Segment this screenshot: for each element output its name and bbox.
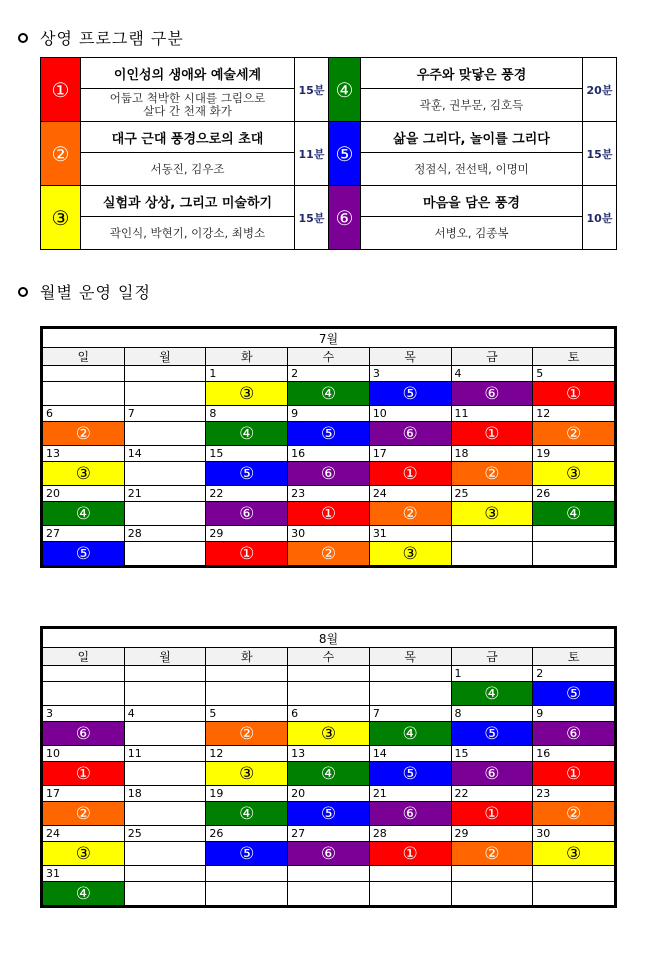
day-number: 31: [43, 866, 125, 882]
program-duration: 15분: [295, 186, 329, 250]
day-number: 28: [124, 526, 206, 542]
day-number: 26: [533, 486, 615, 502]
day-number: 13: [43, 446, 125, 462]
schedule-slot: [124, 422, 206, 446]
program-title: 대구 근대 풍경으로의 초대: [81, 122, 295, 153]
schedule-slot: ①: [288, 502, 370, 526]
day-number: [124, 866, 206, 882]
schedule-slot: [124, 882, 206, 906]
circle-bullet-icon: [18, 287, 28, 297]
day-number: [206, 666, 288, 682]
day-number: 2: [533, 666, 615, 682]
calendar-july: [40, 326, 617, 568]
day-number: 19: [533, 446, 615, 462]
day-number: 20: [288, 786, 370, 802]
day-number: 4: [124, 706, 206, 722]
schedule-slot: ③: [369, 542, 451, 566]
schedule-slot: ②: [451, 462, 533, 486]
program-number: ②: [41, 122, 81, 186]
schedule-slot: ⑥: [288, 842, 370, 866]
program-title: 실험과 상상, 그리고 미술하기: [81, 186, 295, 217]
schedule-slot: ③: [533, 842, 615, 866]
program-duration: 20분: [583, 58, 617, 122]
schedule-slot: ④: [288, 762, 370, 786]
schedule-slot: ④: [206, 802, 288, 826]
schedule-slot: [124, 722, 206, 746]
schedule-slot: [288, 682, 370, 706]
day-number: 9: [288, 406, 370, 422]
day-number: [533, 526, 615, 542]
schedule-slot: ⑥: [369, 802, 451, 826]
schedule-slot: ⑤: [369, 762, 451, 786]
schedule-slot: ⑤: [533, 682, 615, 706]
calendar-table: [42, 328, 615, 566]
day-number: 30: [533, 826, 615, 842]
schedule-slot: ⑥: [288, 462, 370, 486]
day-number: [288, 866, 370, 882]
schedule-slot: ④: [288, 382, 370, 406]
day-number: [124, 366, 206, 382]
schedule-slot: ②: [288, 542, 370, 566]
weekday-header: 일: [43, 348, 125, 366]
day-number: 12: [533, 406, 615, 422]
schedule-slot: [369, 682, 451, 706]
program-title: 마음을 담은 풍경: [361, 186, 583, 217]
schedule-slot: ⑤: [288, 802, 370, 826]
program-duration: 10분: [583, 186, 617, 250]
day-number: 11: [124, 746, 206, 762]
weekday-header: 목: [369, 648, 451, 666]
circle-bullet-icon: [18, 33, 28, 43]
schedule-slot: ②: [369, 502, 451, 526]
day-number: 2: [288, 366, 370, 382]
schedule-slot: ②: [451, 842, 533, 866]
schedule-slot: ⑤: [288, 422, 370, 446]
day-number: 24: [43, 826, 125, 842]
day-number: [43, 366, 125, 382]
calendar-august: [40, 626, 617, 908]
day-number: 21: [124, 486, 206, 502]
program-subtitle: 곽인식, 박현기, 이강소, 최병소: [81, 217, 295, 250]
weekday-header: 금: [451, 648, 533, 666]
schedule-slot: ①: [451, 422, 533, 446]
schedule-slot: [43, 382, 125, 406]
section-heading-schedule: [18, 280, 151, 303]
schedule-slot: ③: [43, 462, 125, 486]
schedule-slot: [124, 682, 206, 706]
day-number: [369, 666, 451, 682]
schedule-slot: [533, 542, 615, 566]
program-subtitle: 서동진, 김우조: [81, 153, 295, 186]
day-number: 24: [369, 486, 451, 502]
schedule-slot: [533, 882, 615, 906]
day-number: 14: [369, 746, 451, 762]
program-duration: 15분: [295, 58, 329, 122]
weekday-header: 월: [124, 648, 206, 666]
schedule-slot: [43, 682, 125, 706]
program-subtitle: 정점식, 전선택, 이명미: [361, 153, 583, 186]
schedule-slot: ②: [43, 422, 125, 446]
schedule-slot: ①: [451, 802, 533, 826]
schedule-slot: ②: [43, 802, 125, 826]
weekday-header: 화: [206, 348, 288, 366]
day-number: 17: [43, 786, 125, 802]
day-number: 16: [288, 446, 370, 462]
schedule-slot: [206, 882, 288, 906]
day-number: 19: [206, 786, 288, 802]
section-heading-programs: [18, 26, 184, 49]
day-number: 3: [43, 706, 125, 722]
day-number: 26: [206, 826, 288, 842]
schedule-slot: ④: [533, 502, 615, 526]
weekday-header: 수: [288, 348, 370, 366]
schedule-slot: [124, 802, 206, 826]
schedule-slot: ①: [43, 762, 125, 786]
day-number: 28: [369, 826, 451, 842]
day-number: 23: [288, 486, 370, 502]
day-number: 22: [451, 786, 533, 802]
section-title: 상영 프로그램 구분: [40, 29, 184, 48]
schedule-slot: ③: [288, 722, 370, 746]
schedule-slot: ⑤: [206, 462, 288, 486]
day-number: 23: [533, 786, 615, 802]
schedule-slot: [206, 682, 288, 706]
schedule-slot: ①: [369, 842, 451, 866]
day-number: 22: [206, 486, 288, 502]
weekday-header: 토: [533, 648, 615, 666]
schedule-slot: [369, 882, 451, 906]
day-number: 30: [288, 526, 370, 542]
schedule-slot: [288, 882, 370, 906]
schedule-slot: ⑥: [43, 722, 125, 746]
schedule-slot: ③: [206, 762, 288, 786]
program-title: 삶을 그리다, 놀이를 그리다: [361, 122, 583, 153]
day-number: 21: [369, 786, 451, 802]
program-duration: 15분: [583, 122, 617, 186]
schedule-slot: ⑥: [533, 722, 615, 746]
schedule-slot: ⑤: [43, 542, 125, 566]
schedule-slot: ⑥: [451, 762, 533, 786]
day-number: 4: [451, 366, 533, 382]
day-number: 9: [533, 706, 615, 722]
day-number: [206, 866, 288, 882]
day-number: [288, 666, 370, 682]
day-number: 3: [369, 366, 451, 382]
day-number: 18: [451, 446, 533, 462]
schedule-slot: ⑥: [451, 382, 533, 406]
schedule-slot: ①: [369, 462, 451, 486]
day-number: 18: [124, 786, 206, 802]
program-subtitle: 서병오, 김종복: [361, 217, 583, 250]
schedule-slot: [451, 882, 533, 906]
day-number: 17: [369, 446, 451, 462]
schedule-slot: ②: [533, 422, 615, 446]
weekday-header: 목: [369, 348, 451, 366]
day-number: 29: [451, 826, 533, 842]
schedule-slot: [124, 382, 206, 406]
program-number: ⑤: [329, 122, 361, 186]
day-number: [369, 866, 451, 882]
schedule-slot: ④: [43, 502, 125, 526]
day-number: 5: [533, 366, 615, 382]
day-number: 12: [206, 746, 288, 762]
day-number: [451, 866, 533, 882]
program-title: 이인성의 생애와 예술세계: [81, 58, 295, 89]
day-number: 16: [533, 746, 615, 762]
program-duration: 11분: [295, 122, 329, 186]
day-number: 15: [206, 446, 288, 462]
day-number: 25: [124, 826, 206, 842]
weekday-header: 화: [206, 648, 288, 666]
schedule-slot: [124, 462, 206, 486]
day-number: 6: [43, 406, 125, 422]
schedule-slot: ②: [206, 722, 288, 746]
schedule-slot: ④: [43, 882, 125, 906]
day-number: 8: [206, 406, 288, 422]
day-number: 27: [43, 526, 125, 542]
schedule-slot: ⑥: [369, 422, 451, 446]
day-number: 6: [288, 706, 370, 722]
calendar-table: [42, 628, 615, 906]
program-table: [40, 57, 617, 250]
schedule-slot: ①: [533, 762, 615, 786]
day-number: [533, 866, 615, 882]
schedule-slot: ⑤: [206, 842, 288, 866]
schedule-slot: ④: [206, 422, 288, 446]
day-number: 10: [369, 406, 451, 422]
day-number: 5: [206, 706, 288, 722]
day-number: 15: [451, 746, 533, 762]
program-number: ④: [329, 58, 361, 122]
program-title: 우주와 맞닿은 풍경: [361, 58, 583, 89]
day-number: 11: [451, 406, 533, 422]
day-number: [124, 666, 206, 682]
schedule-slot: ③: [533, 462, 615, 486]
program-subtitle: 어둡고 척박한 시대를 그림으로 살다 간 천재 화가: [81, 89, 295, 122]
schedule-slot: ③: [43, 842, 125, 866]
day-number: 7: [124, 406, 206, 422]
schedule-slot: ①: [206, 542, 288, 566]
day-number: 31: [369, 526, 451, 542]
schedule-slot: ④: [451, 682, 533, 706]
schedule-slot: ①: [533, 382, 615, 406]
program-number: ⑥: [329, 186, 361, 250]
program-number: ③: [41, 186, 81, 250]
schedule-slot: [124, 502, 206, 526]
calendar-month-title: 8월: [43, 629, 615, 648]
schedule-slot: [124, 762, 206, 786]
day-number: 20: [43, 486, 125, 502]
weekday-header: 수: [288, 648, 370, 666]
program-subtitle: 곽훈, 권부문, 김호득: [361, 89, 583, 122]
section-title: 월별 운영 일정: [40, 283, 151, 302]
weekday-header: 금: [451, 348, 533, 366]
schedule-slot: ④: [369, 722, 451, 746]
day-number: 13: [288, 746, 370, 762]
day-number: 7: [369, 706, 451, 722]
schedule-slot: ⑤: [451, 722, 533, 746]
schedule-slot: ⑤: [369, 382, 451, 406]
program-number: ①: [41, 58, 81, 122]
schedule-slot: [124, 842, 206, 866]
day-number: 1: [451, 666, 533, 682]
schedule-slot: ⑥: [206, 502, 288, 526]
weekday-header: 일: [43, 648, 125, 666]
day-number: 25: [451, 486, 533, 502]
schedule-slot: ②: [533, 802, 615, 826]
day-number: 27: [288, 826, 370, 842]
weekday-header: 토: [533, 348, 615, 366]
schedule-slot: ③: [206, 382, 288, 406]
day-number: [451, 526, 533, 542]
day-number: [43, 666, 125, 682]
day-number: 8: [451, 706, 533, 722]
calendar-month-title: 7월: [43, 329, 615, 348]
day-number: 14: [124, 446, 206, 462]
weekday-header: 월: [124, 348, 206, 366]
day-number: 29: [206, 526, 288, 542]
day-number: 10: [43, 746, 125, 762]
schedule-slot: [451, 542, 533, 566]
day-number: 1: [206, 366, 288, 382]
schedule-slot: [124, 542, 206, 566]
schedule-slot: ③: [451, 502, 533, 526]
